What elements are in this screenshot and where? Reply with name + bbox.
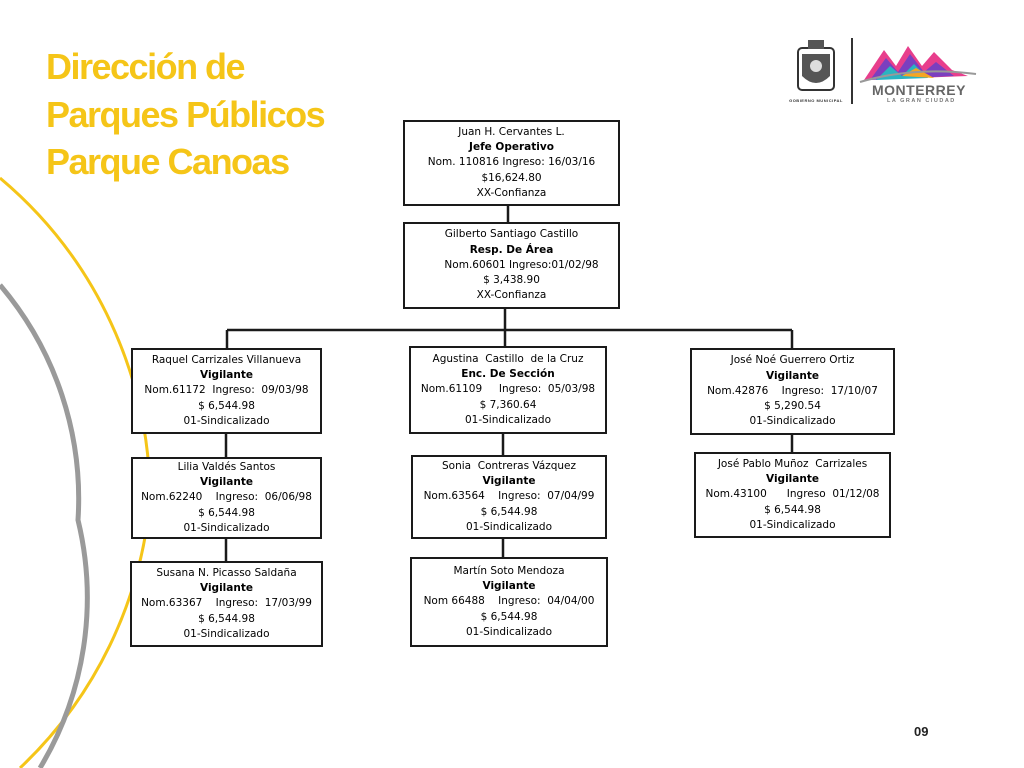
- box-salary: $ 5,290.54: [764, 400, 821, 413]
- org-box-center-3: [410, 557, 608, 647]
- box-type: XX-Confianza: [476, 186, 547, 199]
- box-type: 01-Sindicalizado: [749, 415, 836, 428]
- box-salary: $ 6,544.98: [198, 399, 255, 412]
- box-nom-ingreso: Nom.43100 Ingreso 01/12/08: [705, 488, 880, 501]
- box-name: Sonia Contreras Vázquez: [441, 459, 576, 472]
- org-box-left-1: [131, 348, 322, 434]
- box-type: 01-Sindicalizado: [183, 521, 270, 534]
- brand-tagline: LA GRAN CIUDAD: [887, 98, 956, 104]
- box-type: 01-Sindicalizado: [464, 413, 552, 426]
- box-type: 01-Sindicalizado: [465, 625, 553, 638]
- box-name: Gilberto Santiago Castillo: [444, 228, 579, 241]
- box-salary: $ 6,544.98: [198, 612, 255, 625]
- box-nom-ingreso: Nom.63564 Ingreso: 07/04/99: [423, 490, 595, 503]
- box-name: Juan H. Cervantes L.: [458, 125, 565, 138]
- box-role: Vigilante: [200, 476, 253, 489]
- box-salary: $ 3,438.90: [483, 274, 540, 287]
- box-nom-ingreso: Nom.60601 Ingreso:01/02/98: [424, 258, 599, 271]
- box-role: Vigilante: [200, 369, 253, 382]
- box-salary: $16,624.80: [481, 171, 542, 184]
- crest-caption: GOBIERNO MUNICIPAL: [789, 98, 843, 103]
- box-role: Vigilante: [766, 369, 819, 382]
- box-nom-ingreso: Nom.61109 Ingreso: 05/03/98: [420, 383, 596, 396]
- box-nom-ingreso: Nom. 110816 Ingreso: 16/03/16: [427, 156, 596, 169]
- box-nom-ingreso: Nom.42876 Ingreso: 17/10/07: [707, 384, 878, 397]
- box-type: 01-Sindicalizado: [749, 518, 836, 531]
- box-type: 01-Sindicalizado: [465, 520, 553, 533]
- box-type: 01-Sindicalizado: [183, 414, 270, 427]
- org-box-left-2: [131, 457, 322, 539]
- box-salary: $ 6,544.98: [480, 610, 538, 623]
- box-nom-ingreso: Nom.62240 Ingreso: 06/06/98: [141, 491, 312, 504]
- box-nom-ingreso: Nom.61172 Ingreso: 09/03/98: [144, 384, 309, 397]
- box-role: Vigilante: [766, 473, 819, 486]
- org-box-left-3: [130, 561, 323, 647]
- org-box-right-1: [690, 348, 895, 435]
- box-nom-ingreso: Nom.63367 Ingreso: 17/03/99: [141, 597, 312, 610]
- box-salary: $ 6,544.98: [764, 503, 821, 516]
- box-name: José Noé Guerrero Ortiz: [730, 354, 855, 367]
- box-name: José Pablo Muñoz Carrizales: [717, 457, 868, 470]
- box-name: Susana N. Picasso Saldaña: [156, 566, 297, 579]
- page-number: 09: [914, 724, 929, 739]
- box-salary: $ 7,360.64: [479, 398, 537, 411]
- box-role: Resp. De Área: [469, 243, 554, 256]
- box-nom-ingreso: Nom 66488 Ingreso: 04/04/00: [423, 595, 595, 608]
- box-role: Vigilante: [482, 580, 536, 593]
- title-line-1: Dirección de: [46, 46, 245, 87]
- box-name: Martín Soto Mendoza: [453, 564, 565, 577]
- box-role: Vigilante: [482, 475, 536, 488]
- box-role: Enc. De Sección: [461, 368, 555, 381]
- title-line-2: Parques Públicos: [46, 94, 325, 135]
- org-box-jefe-operativo: [403, 120, 620, 206]
- org-box-right-2: [694, 452, 891, 538]
- box-type: 01-Sindicalizado: [183, 627, 270, 640]
- box-name: Raquel Carrizales Villanueva: [151, 353, 302, 366]
- title-line-3: Parque Canoas: [46, 141, 289, 182]
- org-box-center-2: [411, 455, 607, 539]
- box-name: Agustina Castillo de la Cruz: [432, 352, 584, 365]
- box-name: Lilia Valdés Santos: [177, 460, 276, 473]
- box-type: XX-Confianza: [476, 289, 547, 302]
- org-box-resp-area: [403, 222, 620, 309]
- box-role: Jefe Operativo: [469, 141, 554, 154]
- box-role: Vigilante: [200, 582, 253, 595]
- org-box-center-1: [409, 346, 607, 434]
- box-salary: $ 6,544.98: [198, 506, 255, 519]
- box-salary: $ 6,544.98: [480, 505, 538, 518]
- brand-name: MONTERREY: [872, 82, 966, 98]
